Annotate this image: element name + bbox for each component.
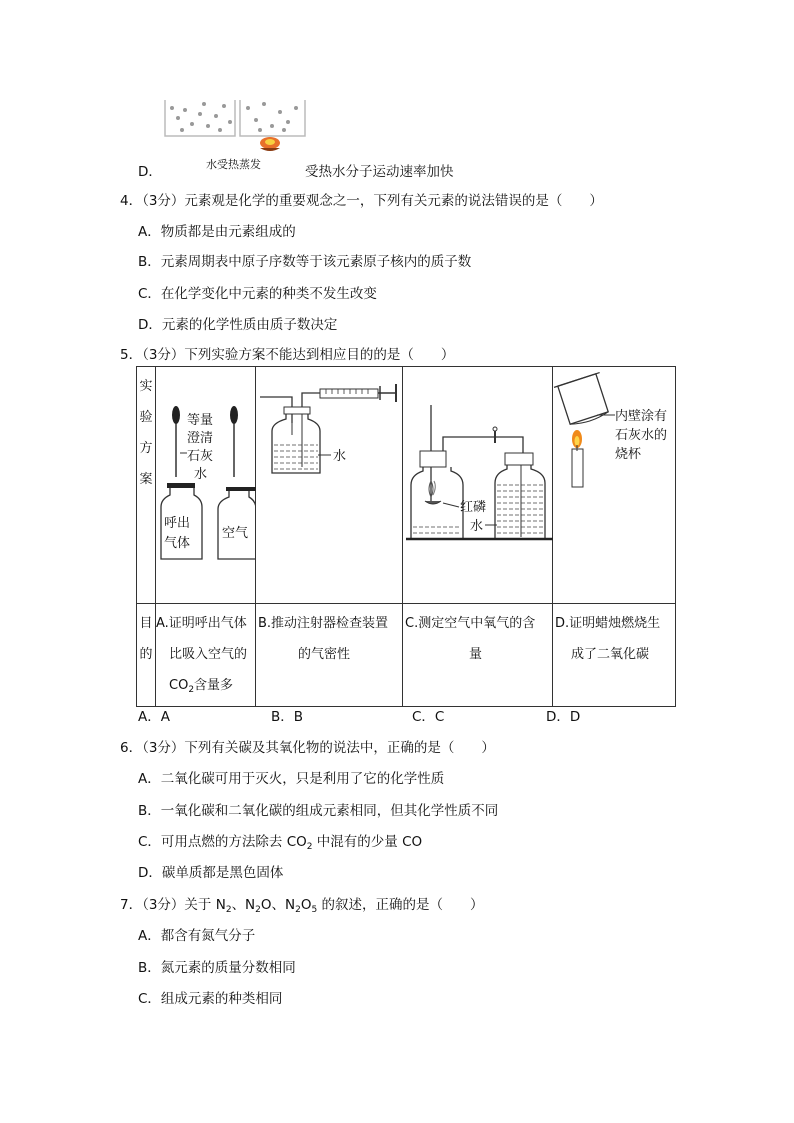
q6-option-c-sub: 2 <box>306 842 313 852</box>
option-3d-text: 受热水分子运动速率加快 <box>305 164 454 180</box>
figure-d-cell <box>553 367 676 604</box>
q6-stem: 6．（3分）下列有关碳及其氧化物的说法中，正确的是（ ） <box>120 740 495 756</box>
q7-stem-pre: 7．（3分）关于 N <box>120 897 226 913</box>
figure-d-label-1: 内壁涂有 <box>615 409 668 424</box>
q4-option-c: C．在化学变化中元素的种类不发生改变 <box>138 286 377 302</box>
figure-c-cell <box>403 367 553 604</box>
figure-d-label-2: 石灰水的 <box>615 428 668 443</box>
q6-option-a: A．二氧化碳可用于灭火，只是利用了它的化学性质 <box>138 771 445 787</box>
q7-stem-mid: 、N <box>231 897 256 913</box>
q5-answer-b: B．B <box>271 709 304 725</box>
q7-sub: 2 <box>255 905 261 915</box>
option-3d-letter: D． <box>138 164 162 180</box>
q7-stem <box>120 893 484 915</box>
dropper-label-3: 石灰 <box>187 449 214 464</box>
purpose-a-sub: 2 <box>188 685 195 695</box>
purpose-b <box>256 604 403 707</box>
experiment-table <box>136 366 676 707</box>
q5-stem: 5．（3分）下列实验方案不能达到相应目的的是（ ） <box>120 347 455 363</box>
figure-a-cell <box>156 367 256 604</box>
q4-option-a: A．物质都是由元素组成的 <box>138 224 296 240</box>
purpose-c-line1: C.测定空气中氧气的含 <box>405 616 536 631</box>
row-label-purpose <box>137 604 156 707</box>
figure-c-oxygen-apparatus <box>403 367 553 599</box>
bottle1-label-1: 呼出 <box>164 516 191 531</box>
purpose-b-line2: 的气密性 <box>298 647 351 662</box>
label-char: 目 <box>139 616 153 631</box>
label-char: 方 <box>139 441 153 456</box>
q5-answer-d: D．D <box>546 709 581 725</box>
label-char: 案 <box>139 472 153 487</box>
figure-a-droppers-bottles <box>156 367 256 599</box>
purpose-a-line2: 比吸入空气的 <box>169 647 248 662</box>
q7-option-b: B．氮元素的质量分数相同 <box>138 960 296 976</box>
q6-option-d: D．碳单质都是黑色固体 <box>138 865 284 881</box>
figure-c-water-label: 水 <box>470 519 484 534</box>
q7-sub: 2 <box>295 905 301 915</box>
dropper-label-2: 澄清 <box>187 431 214 446</box>
purpose-d-line1: D.证明蜡烛燃烧生 <box>555 616 661 631</box>
q6-option-c <box>138 830 422 852</box>
water-evaporation-figure <box>160 96 310 156</box>
dropper-label-4: 水 <box>194 467 208 482</box>
q5-answer-c: C．C <box>412 709 445 725</box>
row-label-scheme <box>137 367 156 604</box>
q7-stem-mid: O <box>300 897 312 913</box>
q7-stem-mid: O、N <box>260 897 296 913</box>
figure-b-syringe-apparatus <box>256 367 403 599</box>
q4-stem: 4．（3分）元素观是化学的重要观念之一，下列有关元素的说法错误的是（ ） <box>120 193 603 209</box>
purpose-a-line3: 含量多 <box>194 678 234 693</box>
option-3d-caption: 水受热蒸发 <box>206 158 261 171</box>
q6-option-b: B．一氧化碳和二氧化碳的组成元素相同，但其化学性质不同 <box>138 803 499 819</box>
purpose-a-line1: A.证明呼出气体 <box>156 616 247 631</box>
q7-sub: 5 <box>311 905 318 915</box>
q5-answer-a: A．A <box>138 709 170 725</box>
dropper-label-1: 等量 <box>187 413 214 428</box>
q6-option-c-post: 中混有的少量 CO <box>312 834 423 850</box>
bottle1-label-2: 气体 <box>164 536 191 551</box>
purpose-a <box>156 604 256 707</box>
purpose-a-co: CO <box>169 678 189 693</box>
q7-sub: 2 <box>225 905 232 915</box>
q7-option-c: C．组成元素的种类相同 <box>138 991 283 1007</box>
bottle2-label: 空气 <box>222 526 249 541</box>
purpose-b-line1: B.推动注射器检查装置 <box>258 616 389 631</box>
label-char: 的 <box>139 647 153 662</box>
figure-d-label-3: 烧杯 <box>615 447 642 462</box>
figure-d-candle-beaker <box>553 367 676 599</box>
q6-option-c-pre: C．可用点燃的方法除去 CO <box>138 834 307 850</box>
purpose-c-line2: 量 <box>469 647 483 662</box>
purpose-d <box>553 604 676 707</box>
purpose-c <box>403 604 553 707</box>
figure-b-cell <box>256 367 403 604</box>
purpose-d-line2: 成了二氧化碳 <box>571 647 650 662</box>
q7-stem-post: 的叙述，正确的是（ ） <box>317 897 484 913</box>
evaporation-illustration <box>160 96 310 156</box>
q7-option-a: A．都含有氮气分子 <box>138 928 256 944</box>
q4-option-d: D．元素的化学性质由质子数决定 <box>138 317 338 333</box>
label-char: 验 <box>139 410 153 425</box>
figure-c-phosphorus-label: 红磷 <box>460 500 487 515</box>
figure-b-water-label: 水 <box>333 449 347 464</box>
label-char: 实 <box>139 379 153 394</box>
q4-option-b: B．元素周期表中原子序数等于该元素原子核内的质子数 <box>138 254 472 270</box>
